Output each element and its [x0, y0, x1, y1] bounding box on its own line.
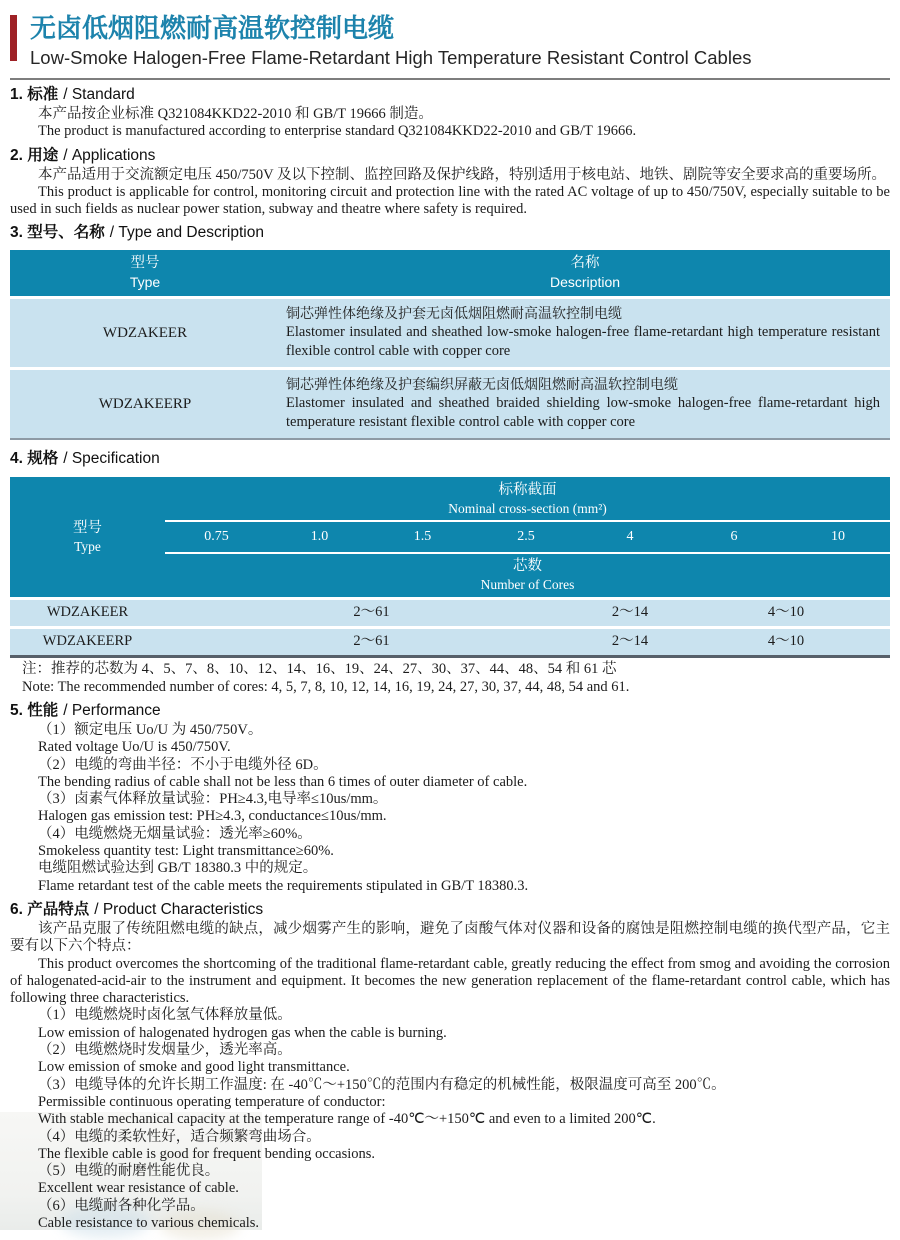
- column-header-cross-section: 标称截面 Nominal cross-section (mm²): [165, 477, 890, 521]
- size-header: 2.5: [474, 521, 578, 552]
- performance-line: （1）额定电压 Uo/U 为 450/750V。: [38, 721, 263, 738]
- section-heading-specification: 4. 规格 / Specification: [10, 450, 160, 468]
- cell-cores-range: 2～61: [165, 598, 578, 627]
- characteristic-line: Excellent wear resistance of cable.: [38, 1180, 239, 1197]
- cell-type-wdzakeer: WDZAKEER: [10, 598, 165, 627]
- section-heading-characteristics: 6. 产品特点 / Product Characteristics: [10, 900, 264, 918]
- spec-header-row-cross-section: [10, 477, 890, 521]
- performance-line: 电缆阻燃试验达到 GB/T 18380.3 中的规定。: [38, 860, 318, 877]
- cell-type-wdzakeer: WDZAKEER: [10, 298, 280, 369]
- characteristic-line: （5）电缆的耐磨性能优良。: [38, 1163, 220, 1180]
- column-header-number-of-cores: 芯数 Number of Cores: [165, 553, 890, 599]
- performance-line: （2）电缆的弯曲半径：不小于电缆外径 6D。: [38, 756, 328, 773]
- section-heading-applications: 2. 用途 / Applications: [10, 146, 156, 164]
- spec-note-en: Note: The recommended number of cores: 4, 5, 7, 8, 10, 12, 14, 16, 19, 24, 27, 30, 37, 44, 48, 54 and 61.: [22, 678, 630, 695]
- cell-cores-range: 2～61: [165, 628, 578, 657]
- characteristic-line: Cable resistance to various chemicals.: [38, 1214, 260, 1231]
- red-accent-bar: [10, 15, 17, 61]
- size-header: 6: [682, 521, 786, 552]
- section-heading-standard: 1. 标准 / Standard: [10, 86, 135, 103]
- header-divider: [10, 78, 890, 80]
- performance-line: Rated voltage Uo/U is 450/750V.: [38, 739, 231, 756]
- characteristic-line: （1）电缆燃烧时卤化氢气体释放量低。: [38, 1007, 292, 1024]
- cell-description: 铜芯弹性体绝缘及护套无卤低烟阻燃耐高温软控制电缆 Elastomer insulated and sheathed low-smoke halogen-free flame-retardant high temperature resistant flexible control cable with copper core: [280, 298, 890, 369]
- characteristic-line: Low emission of halogenated hydrogen gas when the cable is burning.: [38, 1024, 447, 1041]
- specification-table: [10, 477, 890, 658]
- table-row: [10, 298, 890, 369]
- column-header-description: 名称 Description: [280, 250, 890, 298]
- table-row: [10, 628, 890, 657]
- column-header-type: 型号 Type: [10, 250, 280, 298]
- cell-cores-range: 2～14: [578, 628, 682, 657]
- characteristics-para-zh: 该产品克服了传统阻燃电缆的缺点，减少烟雾产生的影响，避免了卤酸气体对仪器和设备的腐蚀是阻燃控制电缆的换代型产品，它主要有以下六个特点：: [10, 920, 890, 955]
- size-header: 0.75: [165, 521, 268, 552]
- performance-line: Halogen gas emission test: PH≥4.3, conductance≤10us/mm.: [38, 808, 387, 825]
- cell-cores-range: 4～10: [682, 628, 890, 657]
- characteristic-line: Permissible continuous operating temperature of conductor:: [38, 1093, 386, 1110]
- column-header-type: 型号 Type: [10, 477, 165, 598]
- size-header: 1.5: [371, 521, 474, 552]
- applications-body-en: This product is applicable for control, monitoring circuit and protection line with the rated AC voltage of up to 450/750V, especially suitable to be used in such fields as nuclear power station, subway and theatre where safety is required.: [10, 183, 890, 218]
- size-header: 4: [578, 521, 682, 552]
- cell-type-wdzakeerp: WDZAKEERP: [10, 628, 165, 657]
- table-row: [10, 369, 890, 440]
- characteristic-line: The flexible cable is good for frequent bending occasions.: [38, 1145, 376, 1162]
- characteristic-line: （2）电缆燃烧时发烟量少，透光率高。: [38, 1042, 292, 1059]
- characteristic-line: With stable mechanical capacity at the temperature range of -40℃～+150℃ and even to a limited 200℃.: [38, 1111, 656, 1128]
- table-header-row: [10, 250, 890, 298]
- size-header: 10: [786, 521, 890, 552]
- performance-line: （4）电缆燃烧无烟量试验：透光率≥60%。: [38, 825, 312, 842]
- type-description-table: [10, 250, 890, 440]
- characteristic-line: （3）电缆导体的允许长期工作温度: 在 -40℃～+150℃的范围内有稳定的机械性能，极限温度可高至 200℃。: [38, 1076, 726, 1093]
- page-title-en: Low-Smoke Halogen-Free Flame-Retardant High Temperature Resistant Control Cables: [30, 47, 752, 68]
- characteristic-line: （4）电缆的柔软性好，适合频繁弯曲场合。: [38, 1128, 321, 1145]
- cell-description: 铜芯弹性体绝缘及护套编织屏蔽无卤低烟阻燃耐高温软控制电缆 Elastomer insulated and sheathed braided shielding low-smoke halogen-free flame-retardant high temperature resistant flexible control cable with copper core: [280, 369, 890, 440]
- page-title-zh: 无卤低烟阻燃耐高温软控制电缆: [30, 13, 395, 43]
- document-header: [10, 0, 890, 80]
- standard-body-zh: 本产品按企业标准 Q321084KKD22-2010 和 GB/T 19666 制造。: [38, 106, 433, 122]
- cell-type-wdzakeerp: WDZAKEERP: [10, 369, 280, 440]
- characteristics-para-en: This product overcomes the shortcoming of the traditional flame-retardant cable, greatly reducing the effect from smog and avoiding the corrosion of halogenated-acid-air to the instrument and equipment. It becomes the new generation replacement of the flame-retardant control cable, which has following three characteristics.: [10, 955, 890, 1007]
- characteristic-line: （6）电缆耐各种化学品。: [38, 1197, 205, 1214]
- cell-cores-range: 4～10: [682, 598, 890, 627]
- performance-line: The bending radius of cable shall not be less than 6 times of outer diameter of cable.: [38, 773, 528, 790]
- cell-cores-range: 2～14: [578, 598, 682, 627]
- standard-body-en: The product is manufactured according to enterprise standard Q321084KKD22-2010 and GB/T 19666.: [38, 123, 637, 140]
- performance-line: （3）卤素气体释放量试验：PH≥4.3,电导率≤10us/mm。: [38, 791, 388, 808]
- section-heading-performance: 5. 性能 / Performance: [10, 701, 161, 719]
- size-header: 1.0: [268, 521, 371, 552]
- performance-line: Flame retardant test of the cable meets the requirements stipulated in GB/T 18380.3.: [38, 877, 529, 894]
- applications-body-zh: 本产品适用于交流额定电压 450/750V 及以下控制、监控回路及保护线路，特别适用于核电站、地铁、剧院等安全要求高的重要场所。: [38, 166, 886, 183]
- performance-line: Smokeless quantity test: Light transmittance≥60%.: [38, 843, 334, 860]
- spec-note-zh: 注：推荐的芯数为 4、5、7、8、10、12、14、16、19、24、27、30、37、44、48、54 和 61 芯: [22, 661, 617, 678]
- characteristic-line: Low emission of smoke and good light transmittance.: [38, 1059, 350, 1076]
- section-heading-type-description: 3. 型号、名称 / Type and Description: [10, 224, 264, 242]
- table-row: [10, 598, 890, 627]
